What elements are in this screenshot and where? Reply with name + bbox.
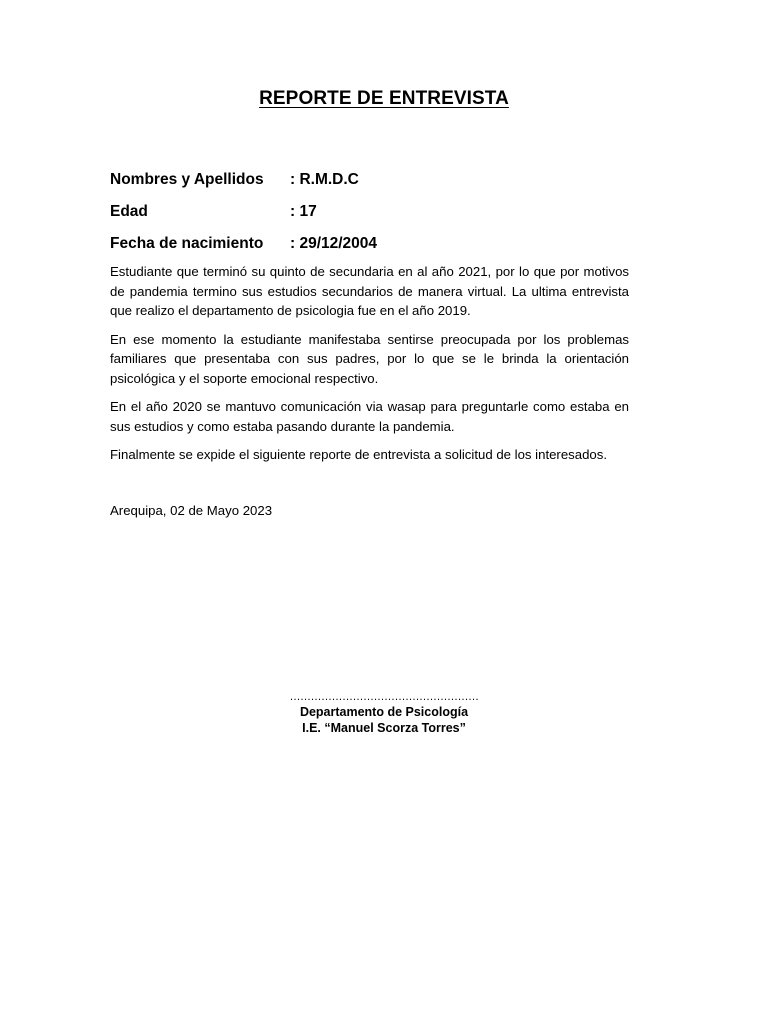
paragraph-3: En el año 2020 se mantuvo comunicación via wasap para preguntarle como estaba en sus estudios y como estaba pasando durante la pandemia. bbox=[110, 399, 629, 434]
place-date: Arequipa, 02 de Mayo 2023 bbox=[110, 503, 273, 518]
paragraph-1: Estudiante que terminó su quinto de secundaria en al año 2021, por lo que por motivos de pandemia termino sus estudios secundarios de manera virtual. La ultima entrevista que realizo el departamento de psicologia fue en el año 2019. bbox=[110, 264, 629, 318]
field-row-age bbox=[110, 196, 630, 228]
field-value-birthdate: : 29/12/2004 bbox=[290, 235, 378, 252]
field-label-name: Nombres y Apellidos bbox=[110, 171, 264, 188]
field-row-birthdate bbox=[110, 228, 630, 260]
signature-department: Departamento de Psicología bbox=[299, 705, 469, 719]
paragraph-4: Finalmente se expide el siguiente reporte de entrevista a solicitud de los interesados. bbox=[110, 447, 608, 462]
field-row-name bbox=[110, 164, 630, 196]
document-title: REPORTE DE ENTREVISTA bbox=[259, 88, 509, 109]
field-value-age: : 17 bbox=[290, 203, 317, 220]
signature-line: ……………………………………………… bbox=[289, 691, 479, 703]
report-body bbox=[110, 262, 629, 474]
field-label-birthdate: Fecha de nacimiento bbox=[110, 235, 264, 252]
signature-institution: I.E. “Manuel Scorza Torres” bbox=[302, 721, 466, 735]
paragraph-2: En ese momento la estudiante manifestaba sentirse preocupada por los problemas familiares que presentaba con sus padres, por lo que se le brinda la orientación psicológica y el soporte emocional respectivo. bbox=[110, 331, 629, 386]
personal-data-fields bbox=[110, 164, 630, 260]
signature-block bbox=[0, 690, 768, 736]
field-label-age: Edad bbox=[110, 203, 148, 220]
field-value-name: : R.M.D.C bbox=[290, 171, 359, 188]
